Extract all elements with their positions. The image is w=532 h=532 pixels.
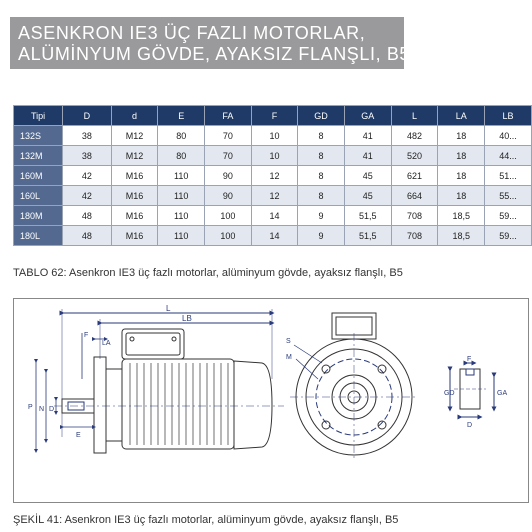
column-header: Tipi bbox=[14, 106, 63, 126]
table-cell: 8 bbox=[298, 146, 345, 166]
table-row bbox=[14, 226, 532, 246]
label-LA: LA bbox=[102, 340, 111, 347]
row-type-cell: 160L bbox=[14, 186, 63, 206]
table-cell: 55... bbox=[485, 186, 532, 206]
table-cell: M16 bbox=[111, 166, 158, 186]
table-cell: 18,5 bbox=[438, 206, 485, 226]
table-cell: 14 bbox=[251, 206, 297, 226]
table-cell: M16 bbox=[111, 226, 158, 246]
table-cell: 100 bbox=[205, 226, 252, 246]
row-type-cell: 132M bbox=[14, 146, 63, 166]
table-cell: 42 bbox=[63, 166, 111, 186]
table-row bbox=[14, 186, 532, 206]
column-header: L bbox=[391, 106, 438, 126]
table-cell: M16 bbox=[111, 186, 158, 206]
table-cell: 12 bbox=[251, 186, 297, 206]
table-row bbox=[14, 166, 532, 186]
table-cell: 18 bbox=[438, 126, 485, 146]
table-cell: 51,5 bbox=[344, 226, 391, 246]
table-cell: M16 bbox=[111, 206, 158, 226]
column-header: E bbox=[158, 106, 205, 126]
table-cell: 8 bbox=[298, 166, 345, 186]
table-cell: 9 bbox=[298, 206, 345, 226]
label-LB: LB bbox=[182, 314, 192, 323]
column-header: GD bbox=[298, 106, 345, 126]
title-banner bbox=[10, 17, 411, 69]
table-cell: 59... bbox=[485, 206, 532, 226]
title-line-2: ALÜMİNYUM GÖVDE, AYAKSIZ FLANŞLI, B5 bbox=[18, 44, 411, 64]
table-cell: 100 bbox=[205, 206, 252, 226]
figure-caption: ŞEKİL 41: Asenkron IE3 üç fazlı motorlar, alüminyum gövde, ayaksız flanşlı, B5 bbox=[13, 514, 399, 526]
technical-drawing bbox=[13, 298, 529, 503]
table-cell: 51,5 bbox=[344, 206, 391, 226]
table-cell: 18 bbox=[438, 166, 485, 186]
table-header-row bbox=[14, 106, 532, 126]
spec-table-container bbox=[13, 105, 532, 257]
label-L: L bbox=[166, 304, 171, 313]
table-cell: 10 bbox=[251, 146, 297, 166]
label-D: D bbox=[49, 406, 55, 413]
spec-table bbox=[13, 105, 532, 246]
label-N: N bbox=[39, 406, 45, 413]
column-header: F bbox=[251, 106, 297, 126]
shaft-key-detail bbox=[450, 363, 494, 417]
label-M: M bbox=[286, 354, 292, 361]
row-type-cell: 180M bbox=[14, 206, 63, 226]
label-GA: GA bbox=[497, 390, 508, 397]
table-cell: 48 bbox=[63, 226, 111, 246]
label-S: S bbox=[286, 338, 291, 345]
motor-front-view bbox=[290, 313, 418, 461]
table-cell: 708 bbox=[391, 226, 438, 246]
table-cell: M12 bbox=[111, 146, 158, 166]
table-cell: 18 bbox=[438, 186, 485, 206]
table-cell: 38 bbox=[63, 146, 111, 166]
label-F: F bbox=[84, 332, 89, 339]
table-cell: 38 bbox=[63, 126, 111, 146]
column-header: LA bbox=[438, 106, 485, 126]
table-cell: 110 bbox=[158, 166, 205, 186]
table-row bbox=[14, 206, 532, 226]
table-row bbox=[14, 126, 532, 146]
label-GD: GD bbox=[444, 390, 455, 397]
table-caption: TABLO 62: Asenkron IE3 üç fazlı motorlar, alüminyum gövde, ayaksız flanşlı, B5 bbox=[13, 267, 403, 279]
row-type-cell: 180L bbox=[14, 226, 63, 246]
table-cell: 110 bbox=[158, 226, 205, 246]
table-cell: 80 bbox=[158, 146, 205, 166]
motor-side-view bbox=[54, 309, 284, 453]
column-header: FA bbox=[205, 106, 252, 126]
table-cell: 12 bbox=[251, 166, 297, 186]
table-cell: 59... bbox=[485, 226, 532, 246]
motor-drawing-svg bbox=[14, 299, 528, 502]
column-header: d bbox=[111, 106, 158, 126]
table-cell: 40... bbox=[485, 126, 532, 146]
table-cell: 18,5 bbox=[438, 226, 485, 246]
table-cell: 110 bbox=[158, 186, 205, 206]
label-F-detail: F bbox=[467, 356, 472, 363]
title-line-1: ASENKRON IE3 ÜÇ FAZLI MOTORLAR, bbox=[18, 23, 366, 43]
table-cell: 664 bbox=[391, 186, 438, 206]
table-cell: 18 bbox=[438, 146, 485, 166]
table-cell: 44... bbox=[485, 146, 532, 166]
table-cell: 80 bbox=[158, 126, 205, 146]
table-cell: 90 bbox=[205, 166, 252, 186]
table-cell: 42 bbox=[63, 186, 111, 206]
table-cell: 51... bbox=[485, 166, 532, 186]
table-cell: 621 bbox=[391, 166, 438, 186]
row-type-cell: 132S bbox=[14, 126, 63, 146]
table-cell: 70 bbox=[205, 126, 252, 146]
label-E: E bbox=[76, 432, 81, 439]
side-dimensions bbox=[36, 333, 106, 451]
table-cell: 48 bbox=[63, 206, 111, 226]
table-cell: 14 bbox=[251, 226, 297, 246]
label-P: P bbox=[28, 404, 33, 411]
label-D-detail: D bbox=[467, 422, 473, 429]
table-cell: 41 bbox=[344, 126, 391, 146]
table-body bbox=[14, 126, 532, 246]
table-cell: 482 bbox=[391, 126, 438, 146]
table-cell: 9 bbox=[298, 226, 345, 246]
table-cell: 708 bbox=[391, 206, 438, 226]
table-cell: 8 bbox=[298, 126, 345, 146]
table-cell: 110 bbox=[158, 206, 205, 226]
table-cell: 90 bbox=[205, 186, 252, 206]
table-cell: 520 bbox=[391, 146, 438, 166]
table-row bbox=[14, 146, 532, 166]
table-cell: M12 bbox=[111, 126, 158, 146]
column-header: LB bbox=[485, 106, 532, 126]
table-cell: 70 bbox=[205, 146, 252, 166]
column-header: GA bbox=[344, 106, 391, 126]
column-header: D bbox=[63, 106, 111, 126]
table-cell: 8 bbox=[298, 186, 345, 206]
row-type-cell: 160M bbox=[14, 166, 63, 186]
table-cell: 45 bbox=[344, 166, 391, 186]
table-cell: 45 bbox=[344, 186, 391, 206]
table-cell: 41 bbox=[344, 146, 391, 166]
table-cell: 10 bbox=[251, 126, 297, 146]
